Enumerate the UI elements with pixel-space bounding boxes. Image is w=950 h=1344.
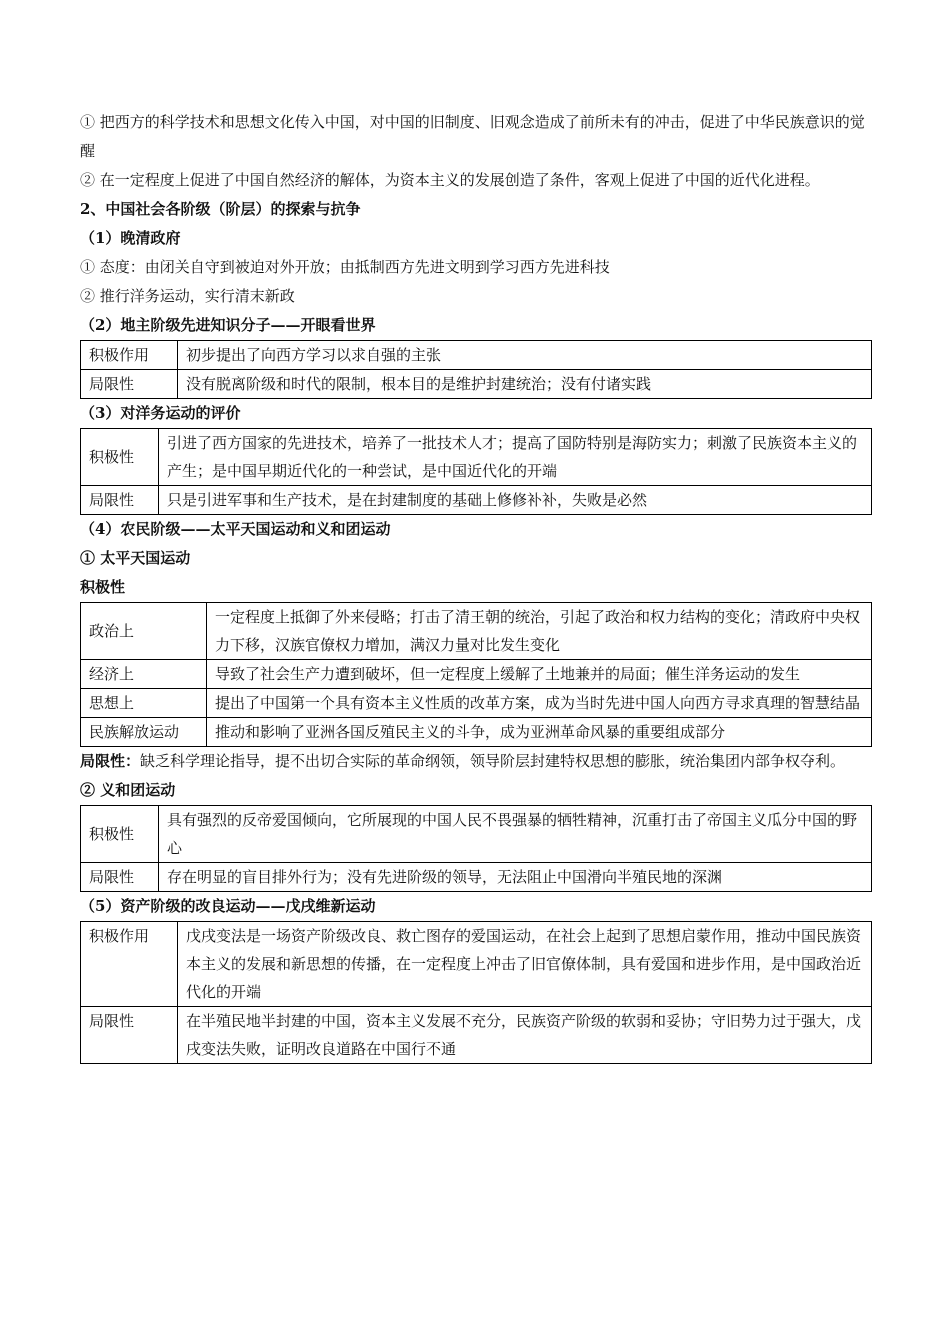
row-label: 积极性 [81, 806, 159, 863]
row-label: 积极作用 [81, 922, 178, 1007]
intro-paragraph-1: ① 把西方的科学技术和思想文化传入中国，对中国的旧制度、旧观念造成了前所未有的冲击，促进了中华民族意识的觉醒 [80, 113, 865, 160]
taiping-table [80, 602, 872, 747]
table-row [81, 370, 872, 399]
row-label: 局限性 [81, 486, 159, 515]
taiping-positive-heading: 积极性 [80, 578, 126, 596]
qing-heading: （1）晚清政府 [80, 229, 181, 247]
row-label: 政治上 [81, 603, 207, 660]
row-text: 初步提出了向西方学习以求自强的主张 [178, 341, 872, 370]
table-row [81, 486, 872, 515]
yangwu-heading: （3）对洋务运动的评价 [80, 404, 241, 422]
table-row [81, 806, 872, 863]
row-label: 思想上 [81, 689, 207, 718]
taiping-limitation [80, 747, 872, 776]
row-text: 提出了中国第一个具有资本主义性质的改革方案，成为当时先进中国人向西方寻求真理的智慧结晶 [207, 689, 872, 718]
taiping-limitation-label: 局限性： [80, 752, 141, 770]
table-row [81, 429, 872, 486]
taiping-heading: ① 太平天国运动 [80, 549, 191, 567]
row-label: 局限性 [81, 863, 159, 892]
landlord-table [80, 340, 872, 399]
table-row [81, 689, 872, 718]
qing-paragraph-1: ① 态度：由闭关自守到被迫对外开放；由抵制西方先进文明到学习西方先进科技 [80, 258, 610, 276]
row-text: 只是引进军事和生产技术，是在封建制度的基础上修修补补，失败是必然 [159, 486, 872, 515]
row-text: 没有脱离阶级和时代的限制，根本目的是维护封建统治；没有付诸实践 [178, 370, 872, 399]
table-row [81, 341, 872, 370]
section-2-heading: 2、中国社会各阶级（阶层）的探索与抗争 [80, 200, 361, 218]
row-label: 积极性 [81, 429, 159, 486]
row-text: 具有强烈的反帝爱国倾向，它所展现的中国人民不畏强暴的牺牲精神，沉重打击了帝国主义瓜分中国的野心 [159, 806, 872, 863]
table-row [81, 718, 872, 747]
row-text: 在半殖民地半封建的中国，资本主义发展不充分，民族资产阶级的软弱和妥协；守旧势力过于强大，戊戌变法失败，证明改良道路在中国行不通 [178, 1007, 872, 1064]
row-label: 局限性 [81, 370, 178, 399]
intro-paragraph-2: ② 在一定程度上促进了中国自然经济的解体，为资本主义的发展创造了条件，客观上促进了中国的近代化进程。 [80, 171, 820, 189]
row-text: 导致了社会生产力遭到破坏，但一定程度上缓解了土地兼并的局面；催生洋务运动的发生 [207, 660, 872, 689]
row-text: 推动和影响了亚洲各国反殖民主义的斗争，成为亚洲革命风暴的重要组成部分 [207, 718, 872, 747]
table-row [81, 603, 872, 660]
reform-heading: （5）资产阶级的改良运动——戊戌维新运动 [80, 897, 376, 915]
taiping-limitation-text: 缺乏科学理论指导，提不出切合实际的革命纲领，领导阶层封建特权思想的膨胀，统治集团内部争权夺利。 [140, 752, 846, 770]
landlord-heading: （2）地主阶级先进知识分子——开眼看世界 [80, 316, 376, 334]
table-row [81, 922, 872, 1007]
peasant-heading: （4）农民阶级——太平天国运动和义和团运动 [80, 520, 391, 538]
boxer-heading: ② 义和团运动 [80, 781, 176, 799]
row-label: 经济上 [81, 660, 207, 689]
qing-paragraph-2: ② 推行洋务运动，实行清末新政 [80, 287, 295, 305]
row-text: 戊戌变法是一场资产阶级改良、救亡图存的爱国运动，在社会上起到了思想启蒙作用，推动中国民族资本主义的发展和新思想的传播，在一定程度上冲击了旧官僚体制，具有爱国和进步作用，是中国政治近代化的开端 [178, 922, 872, 1007]
reform-table [80, 921, 872, 1064]
table-row [81, 660, 872, 689]
table-row [81, 1007, 872, 1064]
row-label: 民族解放运动 [81, 718, 207, 747]
row-text: 存在明显的盲目排外行为；没有先进阶级的领导，无法阻止中国滑向半殖民地的深渊 [159, 863, 872, 892]
table-row [81, 863, 872, 892]
row-text: 一定程度上抵御了外来侵略；打击了清王朝的统治，引起了政治和权力结构的变化；清政府中央权力下移，汉族官僚权力增加，满汉力量对比发生变化 [207, 603, 872, 660]
document-page [80, 108, 872, 1064]
row-label: 局限性 [81, 1007, 178, 1064]
boxer-table [80, 805, 872, 892]
row-text: 引进了西方国家的先进技术，培养了一批技术人才；提高了国防特别是海防实力；刺激了民族资本主义的产生；是中国早期近代化的一种尝试，是中国近代化的开端 [159, 429, 872, 486]
yangwu-table [80, 428, 872, 515]
row-label: 积极作用 [81, 341, 178, 370]
